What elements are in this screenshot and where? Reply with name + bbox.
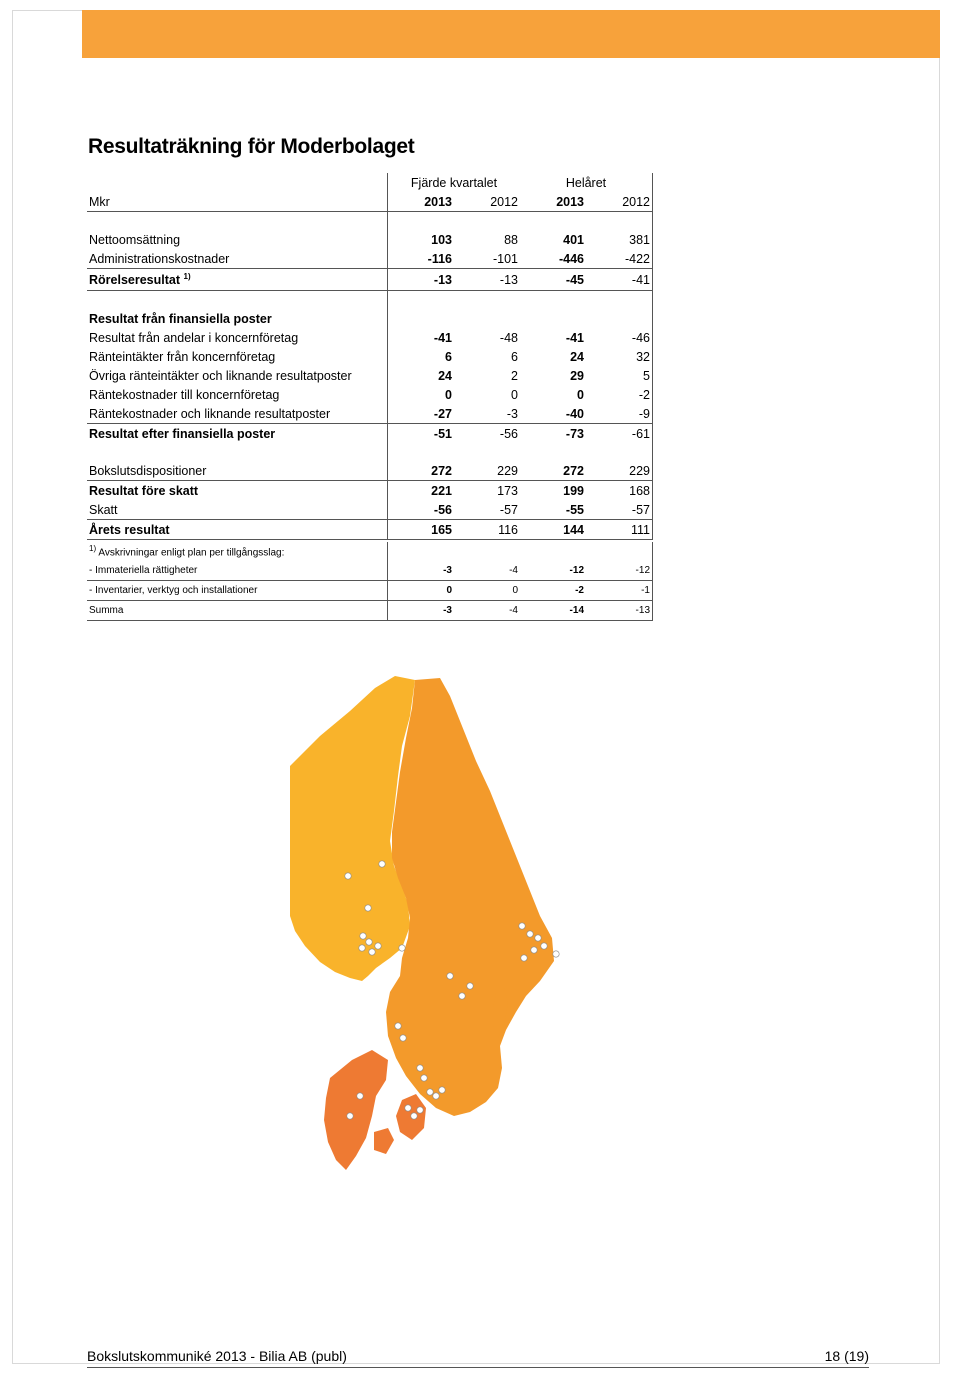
location-dot [359,945,365,951]
location-dot [459,993,465,999]
table-row [87,347,653,366]
income-statement-table [87,173,653,540]
cell: 173 [497,483,518,498]
row-label: Årets resultat [87,520,388,540]
location-dot [395,1023,401,1029]
cell: -3 [454,404,520,424]
cell: 24 [388,366,455,385]
location-dot [427,1089,433,1095]
location-dot [365,905,371,911]
cell: 116 [454,520,520,540]
cell: -446 [520,249,586,269]
cell: -40 [520,404,586,424]
cell: -51 [388,424,455,444]
location-dot [360,933,366,939]
location-dot [527,931,533,937]
page-number: 18 (19) [824,1348,869,1364]
cell: 0 [388,581,455,601]
location-dot [345,873,351,879]
cell: 272 [388,461,455,481]
table-row [87,424,653,444]
cell: -48 [499,330,518,345]
location-dot [375,943,381,949]
cell: 0 [577,387,584,402]
row-label: Övriga ränteintäkter och liknande resultatposter [89,368,352,383]
depreciation-footnote-table [87,542,653,621]
location-dot [366,939,372,945]
cell: 229 [586,461,653,481]
location-dot [399,945,405,951]
location-dot [447,973,453,979]
cell: -13 [586,601,653,621]
cell: 2 [511,368,518,383]
location-dot [421,1075,427,1081]
cell: -3 [388,561,455,581]
cell: 165 [388,520,455,540]
location-dot [417,1107,423,1113]
cell: 0 [511,387,518,402]
cell: -45 [520,269,586,291]
cell: 199 [563,483,584,498]
cell: 5 [586,366,653,385]
location-dot [467,983,473,989]
header-band [82,10,940,58]
location-dot [379,861,385,867]
cell: -3 [388,601,455,621]
location-dot [400,1035,406,1041]
cell: 401 [563,232,584,247]
cell: -13 [454,269,520,291]
denmark-region [324,1050,388,1170]
row-label: Administrationskostnader [87,249,388,269]
table-row [87,328,653,347]
cell: 103 [388,230,455,249]
cell: 168 [586,481,653,501]
cell: -12 [586,561,653,581]
location-dot [519,923,525,929]
cell: -61 [586,424,653,444]
cell: -57 [586,500,653,520]
table-row [87,249,653,269]
cell: 32 [586,347,653,366]
row-label: Ränteintäkter från koncernföretag [89,349,276,364]
row-label: Resultat före skatt [89,483,199,498]
cell: -12 [520,561,586,581]
page-title: Resultaträkning för Moderbolaget [88,135,415,158]
row-label: Resultat efter finansiella poster [89,426,276,441]
cell: -1 [586,581,653,601]
cell: 381 [586,230,653,249]
cell: 229 [454,461,520,481]
funen-region [374,1128,394,1154]
location-dot [417,1065,423,1071]
cell: 24 [570,349,584,364]
row-label: Summa [87,601,388,621]
location-dot [521,955,527,961]
cell: -57 [454,500,520,520]
row-label: Resultat från andelar i koncernföretag [89,330,299,345]
cell: -2 [520,581,586,601]
table-row [87,230,653,249]
location-dot [531,947,537,953]
table-row [87,520,653,540]
cell: 29 [570,368,584,383]
footer-divider [87,1367,869,1368]
location-dot [439,1087,445,1093]
location-dot [347,1113,353,1119]
year-header: 2013 [520,192,586,212]
scandinavia-map [290,676,650,1221]
table-row [87,404,653,424]
section-label: Resultat från finansiella poster [89,311,272,326]
year-header: 2013 [388,192,455,212]
cell: 111 [586,520,653,540]
cell: -422 [586,249,653,269]
year-header: 2012 [586,192,653,212]
cell: 6 [388,347,455,366]
location-dot [357,1093,363,1099]
unit-label: Mkr [87,192,388,212]
row-label: - Inventarier, verktyg och installationer [87,581,388,601]
table-row [87,269,653,291]
cell: 0 [454,581,520,601]
cell: 221 [388,481,455,501]
cell: -56 [388,500,455,520]
cell: -55 [520,500,586,520]
cell: -101 [454,249,520,269]
cell: -2 [586,385,653,404]
location-dot [369,949,375,955]
cell: 88 [504,232,518,247]
footnote-title: $^{1)}$ Avskrivningar enligt plan per tillgångsslag: [89,544,285,559]
table-row [87,500,653,520]
row-label: Nettoomsättning [89,232,181,247]
location-dot [535,935,541,941]
cell: -41 [565,330,584,345]
table-row [87,481,653,501]
location-dot [433,1093,439,1099]
table-row [87,366,653,385]
cell: 144 [520,520,586,540]
group-header-q4: Fjärde kvartalet [388,173,521,192]
table-row [87,385,653,404]
cell: -9 [586,404,653,424]
location-dot [553,951,559,957]
row-label: Skatt [87,500,388,520]
cell: -41 [586,269,653,291]
table-row [87,601,653,621]
cell: 272 [520,461,586,481]
cell: -41 [388,328,455,347]
cell: -4 [454,601,520,621]
cell: -56 [499,426,518,441]
group-header-year: Helåret [520,173,653,192]
cell: -116 [388,249,455,269]
year-header: 2012 [454,192,520,212]
table-row [87,581,653,601]
table-row [87,461,653,481]
row-label: - Immateriella rättigheter [87,561,388,581]
cell: -46 [586,328,653,347]
cell: -14 [520,601,586,621]
row-label: Räntekostnader till koncernföretag [89,387,280,402]
sweden-region [386,678,554,1116]
cell: -13 [388,269,455,291]
cell: -27 [388,404,455,424]
row-label: Räntekostnader och liknande resultatposter [87,404,388,424]
cell: 6 [511,349,518,364]
location-dot [541,943,547,949]
cell: -4 [454,561,520,581]
table-row [87,309,653,328]
row-label: Bokslutsdispositioner [87,461,388,481]
table-row [87,561,653,581]
cell: 0 [388,385,455,404]
location-dot [405,1105,411,1111]
row-label: Rörelseresultat $^{1)}$ [87,269,388,291]
footer-left: Bokslutskommuniké 2013 - Bilia AB (publ) [87,1348,347,1364]
cell: -73 [565,426,584,441]
location-dot [411,1113,417,1119]
